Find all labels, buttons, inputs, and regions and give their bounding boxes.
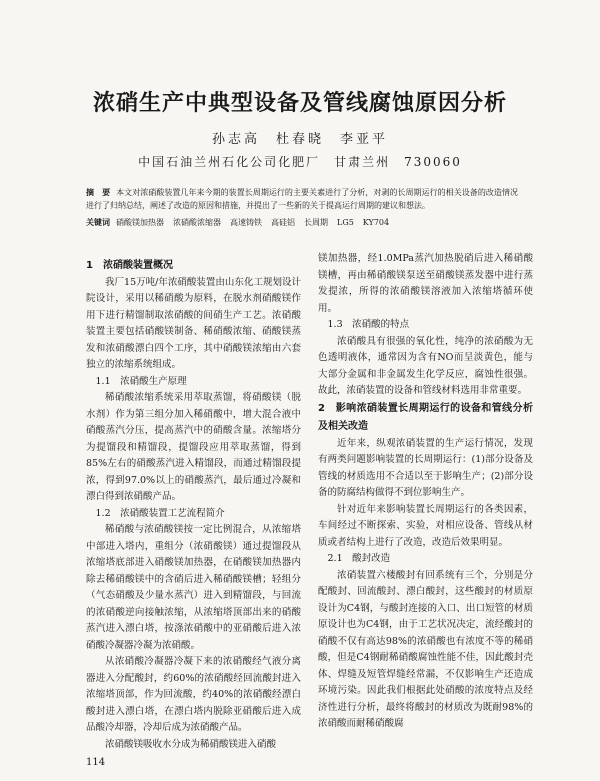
page-number: 114 (86, 757, 106, 768)
body-paragraph: 浓硝酸镁吸收水分成为稀硝酸镁进入硝酸 (105, 738, 277, 750)
abstract (86, 186, 518, 212)
keyword: KY704 (362, 218, 390, 227)
body-paragraph: 稀硝酸与浓硝酸镁按一定比例混合，从浓缩塔中部进入塔内，重组分（浓硝酸镁）通过提馏段从浓缩塔底部进入硝酸镁加热器，在硝酸镁加热器内除去稀硝酸镁中的含硝后进入稀硝酸镁槽；轻组分（气态硝酸及少量水蒸汽）进入到精馏段，与回流的浓硝酸逆向接触浓缩，从浓缩塔顶部出来的硝酸蒸汽进入漂白塔，按涤浓硝酸中的亚硝酸后进入浓硝酸冷凝器冷凝为浓硝酸。 (86, 524, 301, 651)
keyword: 浓硝酸浓缩器 (173, 218, 221, 227)
subsection-heading: 1.3 浓硝酸的特点 (327, 319, 410, 330)
body-paragraph: 从浓硝酸冷凝器冷凝下来的浓硝酸经气液分离器进入分配酸封，约60%的浓硝酸经回流酸封进入浓缩塔顶部，作为回流酸，约40%的浓硝酸经漂白酸封进入漂白塔，在漂白塔内脱除亚硝酸后进入成品酸冷却器，冷却后成为浓硝酸产品。 (86, 656, 301, 733)
abstract-text: 本文对浓硝酸装置几年来今期的装置长周期运行的主要关素进行了分析，对剥的长周期运行的相关设备的改造情况进行了归纳总结，阐述了改造的原因和措施，并提出了一些新的关于提高运行周期的建议和想法。 (86, 188, 519, 210)
body-paragraph: 镁加热器，经1.0MPa蒸汽加热脱硝后进入稀硝酸镁槽，再由稀硝酸镁泵送至硝酸镁蒸发器中进行蒸发提浓，所得的浓硝酸镁溶液加入浓缩塔循环使用。 (318, 253, 533, 314)
body-paragraph: 浓硝装置六楼酸封有回系统有三个，分别是分配酸封、回流酸封、漂白酸封，这些酸封的材质原设计为C4钢，与酸封连接的入口、出口短管的材质原设计也为C4钢，由于工艺状况决定，流经酸封的硝酸不仅有高达98%的浓硝酸也有浓度不等的稀硝酸，但是C4钢耐稀硝酸腐蚀性能不佳，因此酸封壳体、焊缝及短管焊缝经常漏，不仅影响生产还造成环境污染。因此我们根据此处硝酸的浓度特点及经济性进行分析，最终将酸封的材质改为既耐98%的浓硝酸而耐稀硝酸腐 (318, 569, 533, 729)
subsection-heading: 1.2 浓硝酸装置工艺流程简介 (95, 507, 225, 519)
subsection-heading: 2.1 酸封改造 (327, 553, 391, 564)
keyword-list (116, 218, 398, 227)
affiliation: 中国石油兰州石化公司化肥厂 甘肃兰州 730060 (138, 155, 462, 169)
left-column (86, 258, 301, 753)
body-paragraph: 针对近年来影响装置长周期运行的各类因素，车间经过不断探索、实验，对相应设备、管线从材质或者结构上进行了改造，改造后效果明显。 (318, 503, 533, 548)
keyword: 高硅铝 (271, 218, 295, 227)
keywords (86, 216, 518, 229)
section-heading: 2 影响浓硝装置长周期运行的设备和管线分析及相关改造 (318, 402, 533, 432)
keywords-label: 关键词 (86, 217, 110, 227)
keyword: 硝酸镁加热器 (116, 218, 164, 227)
abstract-label: 摘 要 (86, 187, 111, 197)
keyword: 高速铸铁 (230, 218, 262, 227)
body-paragraph: 浓硝酸具有很强的氧化性，纯净的浓硝酸为无色透明液体，通常因为含有NO而呈淡黄色，能与大部分金属和非金属发生化学反应，腐蚀性很强。故此，浓硝装置的设备和管线材料选用非常重要。 (318, 335, 533, 396)
section-heading: 1 浓硝酸装置概况 (86, 260, 173, 271)
keyword: LG5 (337, 218, 354, 227)
paper-title: 浓硝生产中典型设备及管线腐蚀原因分析 (92, 91, 507, 116)
subsection-heading: 1.1 浓硝酸生产原理 (95, 375, 187, 387)
body-paragraph: 我厂15万吨/年浓硝酸装置由山东化工规划设计院设计，采用以稀硝酸为原料，在脱水剂硝酸镁作用下进行精馏制取浓硝酸的间硝生产工艺。浓硝酸装置主要包括硝酸镁制备、稀硝酸浓缩、硝酸镁蒸发和浓硝酸漂白四个工序，其中硝酸镁浓缩由六套独立的浓缩系统组成。 (86, 276, 301, 370)
right-column (318, 251, 533, 746)
body-paragraph: 近年来，纵观浓硝装置的生产运行情况，发现有两类问题影响装置的长周期运行：(1)部分设备及管线的材质选用不合适以至于影响生产；(2)部分设备的防腐结构做得不到位影响生产。 (318, 437, 533, 498)
body-paragraph: 稀硝酸浓缩系统采用萃取蒸馏，将硝酸镁（脱水剂）作为第三组分加入稀硝酸中，增大混合液中硝酸蒸汽分压，提高蒸汽中的硝酸含量。浓缩塔分为提馏段和精馏段，提馏段应用萃取蒸馏，得到85%左右的硝酸蒸汽进入精馏段，而通过精馏段提浓，得到97.0%以上的硝酸蒸汽，最后通过冷凝和漂白得到浓硝酸产品。 (86, 392, 301, 502)
authors: 孙志高 杜春晓 李亚平 (211, 132, 388, 147)
keyword: 长周期 (304, 218, 328, 227)
